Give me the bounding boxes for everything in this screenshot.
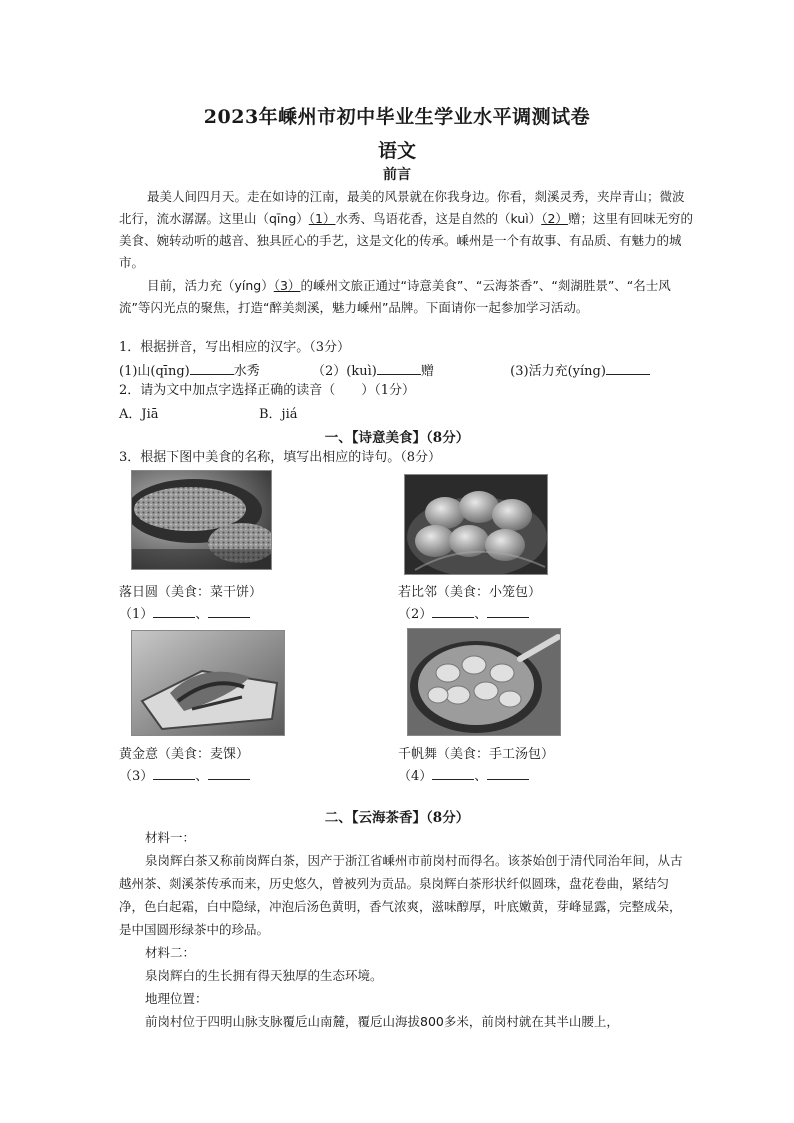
- answer-blank-3[interactable]: [606, 360, 650, 375]
- question-1-stem: 1．根据拼音，写出相应的汉字。（3分）: [119, 340, 351, 355]
- photo-mai-guo-image: [132, 631, 284, 735]
- photo-mai-guo: [131, 630, 285, 736]
- section-1-heading: 一、【诗意美食】（8分）: [324, 430, 470, 446]
- preface-paragraph-2: [119, 275, 693, 319]
- preface-text: 最美人间四月天。走在如诗的江南，最美的风景就在你我身边。你看，剡溪灵秀，夹岸青山；微波北行，流水潺潺。这里山（qīng）: [119, 189, 685, 226]
- q1-item-3: (3)活力充(yíng): [510, 364, 606, 379]
- preface-text: 目前，活力充（yíng）: [147, 278, 274, 293]
- answer-row-4: [398, 765, 529, 784]
- page-title: 2023年嵊州市初中毕业生学业水平调测试卷: [203, 106, 591, 128]
- answer-row-1: [119, 603, 250, 622]
- separator: 、: [195, 607, 209, 622]
- question-3-stem: 3．根据下图中美食的名称，填写出相应的诗句。（8分）: [119, 450, 442, 465]
- option-a[interactable]: A．Jiā: [119, 407, 159, 422]
- blank-1: （1）: [308, 211, 336, 226]
- section-2-heading: 二、【云海茶香】（8分）: [324, 810, 470, 826]
- preface-heading: 前言: [383, 167, 411, 183]
- blank-label-2: （2）: [398, 607, 433, 622]
- answer-row-3: [119, 765, 250, 784]
- question-1-items: [119, 360, 650, 382]
- poem-blank-2b[interactable]: [487, 603, 529, 618]
- preface-text: 赠；这里有回味无穷的美食、婉转动听的越音、独具匠心的手艺，这是文化的传承。嵊州是一个有故事、有品质、有魅力的城市。: [119, 211, 693, 270]
- blank-label-3: （3）: [119, 769, 154, 784]
- material-1-label: 材料一：: [145, 830, 196, 845]
- answer-blank-2[interactable]: [377, 360, 421, 375]
- q1-item-2: （2）(kuì): [312, 364, 377, 379]
- poem-blank-4a[interactable]: [432, 765, 474, 780]
- poem-blank-3b[interactable]: [208, 765, 250, 780]
- caption-food-1: 落日圆（美食：菜干饼）: [119, 585, 263, 600]
- material-section: [119, 826, 693, 1033]
- photo-xiao-long-bao-image: [405, 475, 547, 574]
- poem-blank-1b[interactable]: [208, 603, 250, 618]
- preface-paragraph-1: [119, 186, 693, 274]
- preface-text: 的嵊州文旅正通过“诗意美食”、“云海茶香”、“剡湖胜景”、“名士风流”等闪光点的聚焦，打造“醉美剡溪，魅力嵊州”品牌。下面请你一起参加学习活动。: [119, 278, 671, 315]
- blank-3: （3）: [273, 278, 301, 293]
- photo-xiao-long-bao: [404, 474, 548, 575]
- separator: 、: [474, 607, 488, 622]
- blank-2: （2）: [541, 211, 568, 226]
- geo-text: 前岗村位于四明山脉支脉覆卮山南麓，覆卮山海拔800多米，前岗村就在其半山腰上，: [145, 1014, 619, 1029]
- photo-cai-gan-bing-image: [132, 471, 271, 569]
- photo-shou-gong-tang-bao-image: [408, 629, 560, 735]
- q1-item-2-suffix: 赠: [420, 364, 434, 379]
- photo-shou-gong-tang-bao: [407, 628, 561, 736]
- subject-heading: 语文: [377, 140, 416, 162]
- caption-food-4: 千帆舞（美食：手工汤包）: [398, 747, 555, 762]
- q1-item-1-suffix: 水秀: [233, 364, 260, 379]
- geo-label: 地理位置：: [145, 991, 208, 1006]
- blank-label-1: （1）: [119, 607, 154, 622]
- caption-food-3: 黄金意（美食：麦馃）: [119, 747, 250, 762]
- separator: 、: [195, 769, 209, 784]
- option-b[interactable]: B．jiá: [259, 407, 298, 422]
- separator: 、: [474, 769, 488, 784]
- poem-blank-2a[interactable]: [432, 603, 474, 618]
- question-2-stem: 2．请为文中加点字选择正确的读音（ ）（1分）: [119, 383, 416, 398]
- blank-label-4: （4）: [398, 769, 433, 784]
- material-2-text: 泉岗辉白的生长拥有得天独厚的生态环境。: [145, 968, 383, 983]
- photo-cai-gan-bing: [131, 470, 272, 570]
- material-2-label: 材料二：: [145, 945, 196, 960]
- poem-blank-3a[interactable]: [153, 765, 195, 780]
- caption-food-2: 若比邻（美食：小笼包）: [398, 585, 542, 600]
- answer-blank-1[interactable]: [190, 360, 234, 375]
- answer-row-2: [398, 603, 529, 622]
- poem-blank-4b[interactable]: [487, 765, 529, 780]
- poem-blank-1a[interactable]: [153, 603, 195, 618]
- preface-text: 水秀、鸟语花香，这是自然的（kuì）: [335, 211, 542, 226]
- q1-item-1: (1)山(qīng): [119, 364, 190, 379]
- material-1-text: 泉岗辉白茶又称前岗辉白茶，因产于浙江省嵊州市前岗村而得名。该茶始创于清代同治年间，从古越州茶、剡溪茶传承而来，历史悠久，曾被列为贡品。泉岗辉白茶形状纤似圆珠，盘花卷曲，紧结匀净，色白起霜，白中隐绿，冲泡后汤色黄明，香气浓爽，滋味醇厚，叶底嫩黄，芽峰显露，完整成朵，是中国圆形绿茶中的珍品。: [119, 853, 683, 937]
